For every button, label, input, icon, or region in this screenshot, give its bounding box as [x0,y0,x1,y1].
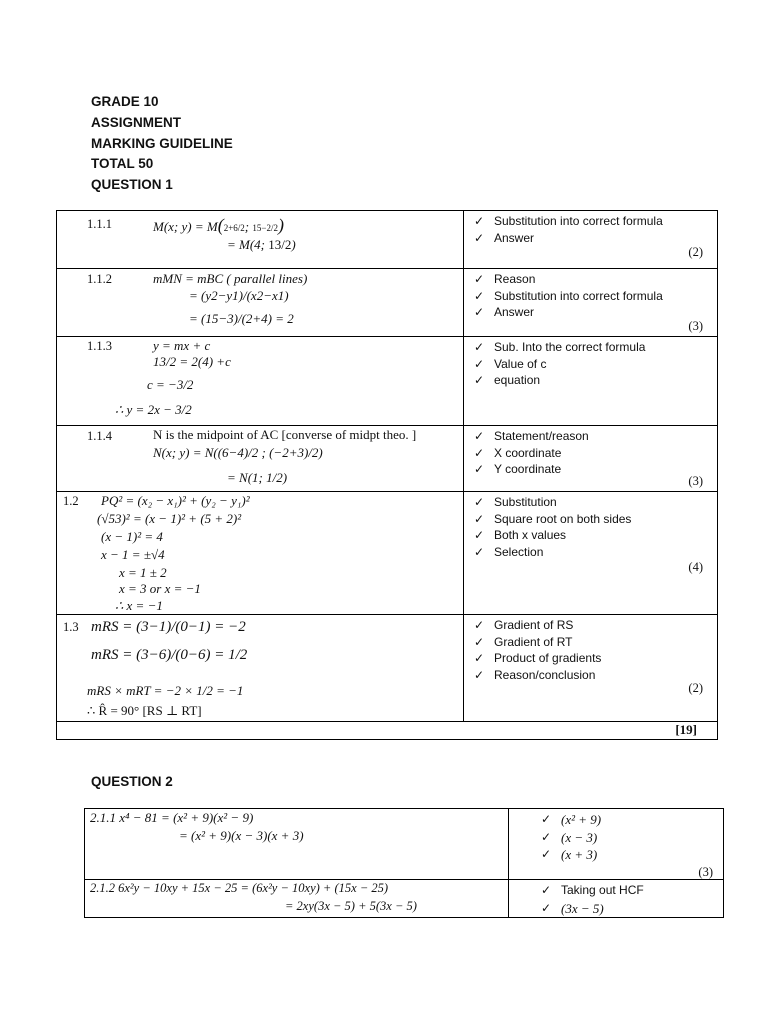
list-item: ✓ Square root on both sides [474,511,632,526]
math-line: = N(1; 1/2) [227,470,288,485]
math-line: = (15−3)/(2+4) = 2 [189,311,294,326]
marks-list [464,337,717,389]
points: (4) [688,560,703,574]
check-icon: ✓ [474,528,485,543]
points: (2) [688,681,703,695]
check-icon: ✓ [541,847,552,861]
question-number: 1.1.1 [87,217,112,231]
check-icon: ✓ [474,618,485,632]
table-row [57,337,718,426]
check-icon: ✓ [474,651,485,666]
check-icon: ✓ [474,545,485,560]
math-line: x = 1 ± 2 [119,565,167,580]
question-number: 1.1.3 [87,339,112,353]
question1-label: QUESTION 1 [91,177,173,193]
check-icon: ✓ [474,272,485,286]
guideline-label: MARKING GUIDELINE [91,135,233,151]
question-number: 1.2 [63,494,79,508]
table-row [57,269,718,337]
math-line: = (y2−y1)/(x2−x1) [189,288,289,303]
points: (3) [698,865,713,879]
check-icon: ✓ [474,288,485,303]
list-item: ✓ Both x values [474,528,567,543]
list-item: ✓ Product of gradients [474,651,602,666]
grade-label: GRADE 10 [91,94,159,109]
marks-list [464,211,717,246]
math-line: (√53)² = (x − 1)² + (5 + 2)² [97,511,242,526]
check-icon: ✓ [474,214,485,228]
math-line: = (x² + 9)(x − 3)(x + 3) [179,828,304,843]
check-icon: ✓ [474,429,485,443]
math-line: 2.1.1 x⁴ − 81 = (x² + 9)(x² − 9) [90,810,254,825]
question-number: 1.1.4 [87,429,112,443]
table-row [57,492,718,615]
math-line: x − 1 = ±√4 [101,547,165,562]
math-line: N is the midpoint of AC [converse of midpt theo. ] [153,427,417,442]
list-item: ✓ Taking out HCF [561,882,723,900]
question-number: 1.1.2 [87,272,112,286]
question-number: 1.3 [63,620,79,634]
table-row [57,615,718,722]
marks-list [464,269,717,321]
math-line: y = mx + c [153,338,211,353]
math-line: ∴ R̂ = 90° [RS ⊥ RT] [87,703,202,718]
list-item: ✓ X coordinate [474,445,562,460]
math-line: mRS = (3−1)/(0−1) = −2 [91,619,246,635]
question2-table [84,808,724,918]
math-line: 2.1.2 6x²y − 10xy + 15x − 25 = (6x²y − 10xy) + (15x − 25) [90,881,389,895]
check-icon: ✓ [541,812,552,826]
question2-label: QUESTION 2 [91,774,173,789]
math-line: mRS = (3−6)/(0−6) = 1/2 [91,647,248,663]
marks-list [509,809,723,864]
check-icon: ✓ [474,511,485,526]
document-header [91,92,233,196]
math-line: N(x; y) = N((6−4)/2 ; (−2+3)/2) [153,445,323,460]
points: (3) [688,474,703,488]
math-line: c = −3/2 [147,377,194,392]
check-icon: ✓ [474,668,485,683]
table-row [85,809,724,880]
marks-list [464,426,717,478]
math-line: 13/2 = 2(4) +c [153,354,231,369]
table-row [57,426,718,492]
list-item: ✓ Substitution into correct formula [474,214,663,228]
list-item: ✓ Answer [474,230,535,245]
list-item: ✓ Substitution [474,495,557,509]
marks-list [464,615,717,684]
list-item: ✓ (3x − 5) [541,900,604,916]
list-item: ✓ Sub. Into the correct formula [474,340,646,354]
check-icon: ✓ [474,230,485,245]
math-line: = 2xy(3x − 5) + 5(3x − 5) [285,899,417,913]
assignment-label: ASSIGNMENT [91,114,182,130]
table-row [57,211,718,269]
marks-list [464,492,717,561]
list-item: ✓ (x + 3) [541,847,598,862]
list-item: ✓ Statement/reason [474,429,589,443]
check-icon: ✓ [474,356,485,371]
math-line: M(x; y) = M(2+6/2; 15−2/2) [153,215,284,235]
marks-list [509,880,723,917]
points: (2) [688,245,703,259]
question1-table [56,210,718,740]
table-row [85,880,724,918]
check-icon: ✓ [474,373,485,388]
check-icon: ✓ [541,883,552,897]
check-icon: ✓ [541,829,552,844]
check-icon: ✓ [474,340,485,354]
math-line: (x − 1)² = 4 [101,529,163,544]
question1-total: [19] [57,722,718,740]
list-item: ✓ Answer [474,305,535,320]
check-icon: ✓ [474,445,485,460]
points: (3) [688,319,703,333]
list-item: ✓ Gradient of RS [474,618,574,632]
list-item: ✓ equation [474,373,541,388]
math-line: PQ² = (x₂ − x₁)² + (y₂ − y₁)² [101,493,250,508]
check-icon: ✓ [474,634,485,649]
check-icon: ✓ [541,900,552,915]
check-icon: ✓ [474,305,485,320]
math-line: mRS × mRT = −2 × 1/2 = −1 [87,683,244,698]
math-line: = M(4; 13/2) [227,237,296,252]
math-line: x = 3 or x = −1 [119,581,201,596]
list-item: ✓ Reason [474,272,536,286]
math-line: ∴ x = −1 [115,598,163,613]
list-item: ✓ Reason/conclusion [474,668,596,683]
list-item: ✓ Substitution into correct formula [474,288,663,303]
list-item: ✓ (x² + 9) [541,812,602,827]
list-item: ✓ Selection [474,545,544,560]
list-item: ✓ Value of c [474,356,547,371]
list-item: ✓ Gradient of RT [474,634,573,649]
total-label: TOTAL 50 [91,156,154,172]
math-line: ∴ y = 2x − 3/2 [115,402,192,417]
table-row [57,722,718,740]
list-item: ✓ Y coordinate [474,462,562,477]
math-line: mMN = mBC ( parallel lines) [153,271,308,286]
check-icon: ✓ [474,495,485,509]
list-item: ✓ (x − 3) [541,829,598,845]
check-icon: ✓ [474,462,485,477]
